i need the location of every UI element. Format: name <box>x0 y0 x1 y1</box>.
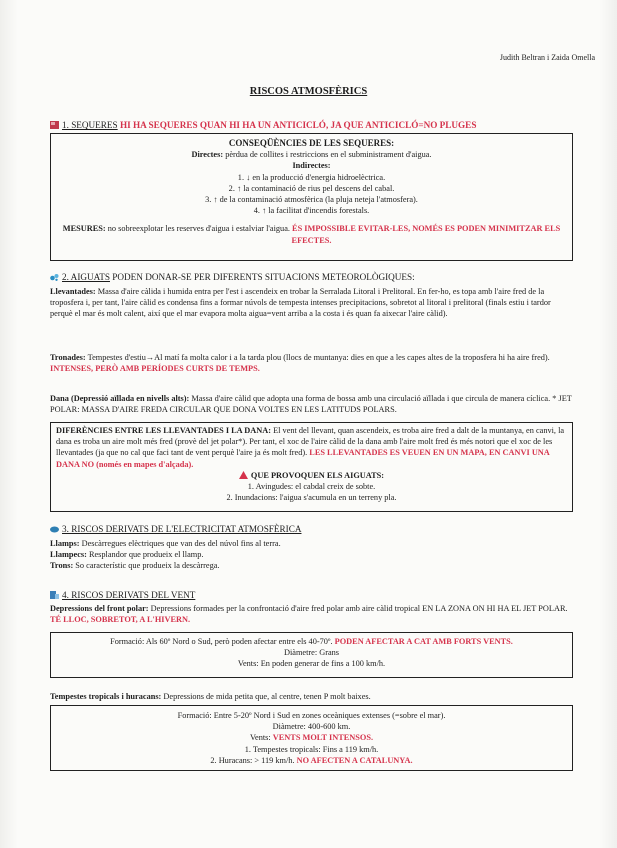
indirect-item: 1. ↓ en la producció d'energia hidroelèctrica. <box>237 172 386 182</box>
provoquen-title: QUE PROVOQUEN ELS AIGUATS: <box>56 470 567 481</box>
indirect-item: 4. ↑ la facilitat d'incendis forestals. <box>253 206 370 216</box>
front-polar-paragraph: Depressions del front polar: Depressions formades per la confrontació d'aire fred polar amb aire càlid tropical EN LA ZONA ON HI HA EL JET POLAR. TÉ LLOC, SOBRETOT, A L'HIVERN. <box>50 604 568 625</box>
formacio-line: Formació: Entre 5-20º Nord i Sud en zones oceàniques extenses (=sobre el mar). <box>177 711 446 720</box>
author-line: Judith Beltran i Zaida Omella <box>499 53 595 62</box>
cloud-icon <box>50 525 59 533</box>
droplet-red-icon <box>50 121 59 129</box>
differences-text: DIFERÈNCIES ENTRE LES LLEVANTADES I LA DANA: El vent del llevant, quan ascendeix, es troba aire fred a dalt de la muntanya, en canvi, la dana es troba un aire molt més fred (provè del jet polar*). Per tant, el xoc de l'aire càlid de la dana amb l'aire molt fred és més notori que el xoc de les llevantades (ja que no cal que faci tant de vent perquè l'aire ja és molt fred). LES LLEVANTADES ES VEUEN EN UN MAPA, EN CANVI UNA DANA NO (només en mapes d'alçada). <box>56 426 565 469</box>
list-item: Llamps: Descàrregues elèctriques que van des del núvol fins al terra. <box>50 539 281 548</box>
section-2-heading: 2. AIGUATS PODEN DONAR-SE PER DIFERENTS SITUACIONS METEOROLÒGIQUES: <box>50 272 415 282</box>
tronades-paragraph: Tronades: Tempestes d'estiu→Al matí fa molta calor i a la tarda plou (llocs de muntanya: dies en que a les capes altes de la troposfera hi ha aire fred). INTENSES, PERÒ AMB PERÍODES CURTS DE TEMPS. <box>50 353 550 374</box>
box-title: CONSEQÜÈNCIES DE LES SEQUERES: <box>228 138 395 148</box>
raindrops-icon <box>50 273 59 281</box>
tropical-box <box>50 705 573 771</box>
section-4-heading: 4. RISCOS DERIVATS DEL VENT <box>50 590 195 600</box>
wind-icon <box>50 591 59 599</box>
hurricane-line: 2. Huracans: > 119 km/h. NO AFECTEN A CATALUNYA. <box>210 755 413 765</box>
page-title: RISCOS ATMOSFÈRICS <box>249 86 368 97</box>
electricity-list <box>50 538 573 572</box>
front-polar-box <box>50 632 573 678</box>
vents-line: Vents: VENTS MOLT INTENSOS. <box>249 733 374 743</box>
formacio-line: Formació: Als 60º Nord o Sud, però poden afectar entre els 40-70º. PODEN AFECTAR A CAT AMB FORTS VENTS. <box>110 637 513 646</box>
vents-line: Vents: En poden generar de fins a 100 km/h. <box>237 659 386 669</box>
droughts-box <box>50 133 573 261</box>
section-1-heading <box>50 120 476 130</box>
provoquen-item: 2. Inundacions: l'aigua s'acumula en un terreny pla. <box>226 493 397 503</box>
list-item: Llampecs: Resplandor que produeix el llamp. <box>50 550 204 560</box>
differences-box <box>50 422 573 512</box>
indirect-item: 3. ↑ de la contaminació atmosfèrica (la pluja neteja l'atmosfera). <box>205 195 418 205</box>
llevantades-paragraph: Llevantades: Massa d'aire càlida i humida entra per l'est i ascendeix en trobar la Serralada Litoral i Prelitoral. En fer-ho, es topa amb l'aire fred de la troposfera i, per tant, l'aire càlid es condensa fins a formar núvols de tempesta intenses precipitacions, sobretot al litoral i prelitoral (finals estiu i tardor perquè el mar és molt calent, així que el mar evapora molta aigua=vent arriba a la costa i és quan fa aixecar l'aire càlid). <box>50 287 551 319</box>
measures-line: MESURES: no sobreexplotar les reserves d'aigua i estalviar l'aigua. ÉS IMPOSSIBLE EVITAR-LES, NOMÉS ES PODEN MINIMITZAR ELS EFECTES. <box>62 224 561 245</box>
tropical-line: 1. Tempestes tropicals: Fins a 119 km/h. <box>244 744 379 754</box>
list-item: Trons: So característic que produeix la descàrrega. <box>50 561 220 571</box>
diametre-line: Diàmetre: 400-600 km. <box>272 722 351 732</box>
section-1-title: 1. SEQUERES <box>62 120 118 130</box>
provoquen-item: 1. Avingudes: el cabdal creix de sobte. <box>247 482 376 492</box>
section-1-note: HI HA SEQUERES QUAN HI HA UN ANTICICLÓ, JA QUE ANTICICLÓ=NO PLUGES <box>119 120 477 130</box>
section-3-heading: 3. RISCOS DERIVATS DE L'ELECTRICITAT ATMOSFÈRICA <box>50 524 301 534</box>
dana-paragraph: Dana (Depressió aïllada en nivells alts): Massa d'aire càlid que adopta una forma de bossa amb una circulació aïllada i que circula de manera cíclica. * JET POLAR: MASSA D'AIRE FREDA CIRCULAR QUE DONA VOLTES EN LES LATITUDS POLARS. <box>50 394 572 415</box>
indirect-item: 2. ↑ la contaminació de rius pel descens del cabal. <box>228 183 395 193</box>
indirect-label: Indirectes: <box>292 161 331 171</box>
direct-line: Directes: pèrdua de collites i restriccions en el subministrament d'aigua. <box>191 150 432 160</box>
warning-icon <box>239 471 248 479</box>
tropical-paragraph: Tempestes tropicals i huracans: Depressions de mida petita que, al centre, tenen P molt baixes. <box>50 692 371 701</box>
diametre-line: Diàmetre: Grans <box>283 648 340 658</box>
